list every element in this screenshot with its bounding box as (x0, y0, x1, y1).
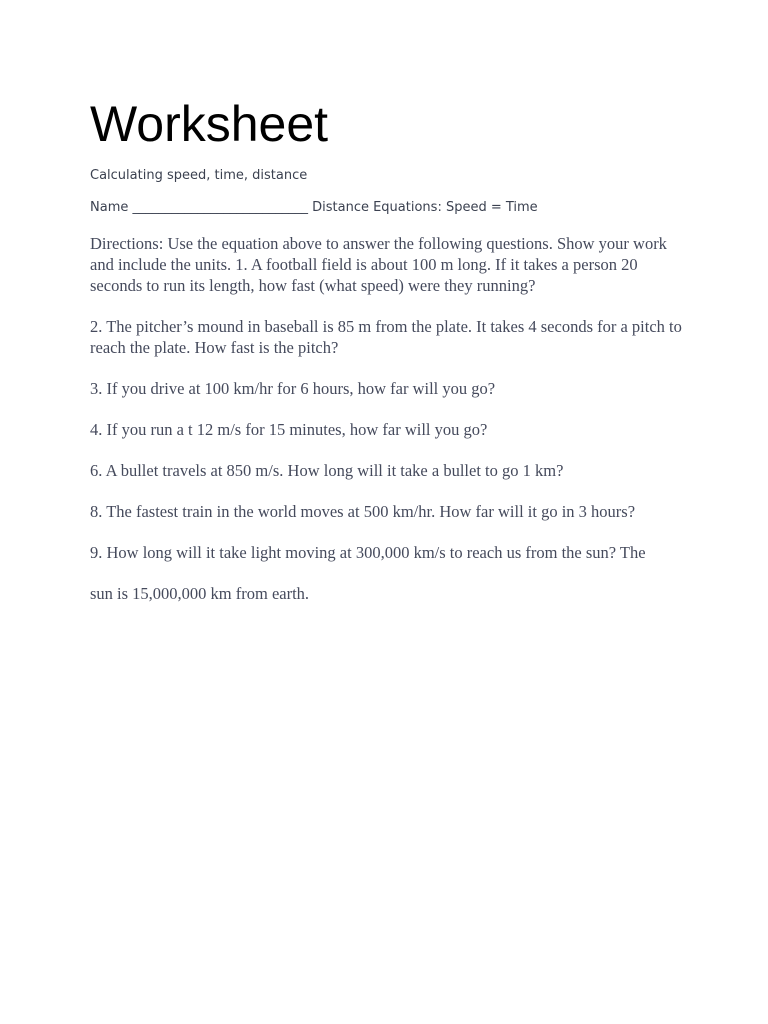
questions-body (90, 233, 690, 624)
question-9-continuation: sun is 15,000,000 km from earth. (90, 584, 310, 603)
question-9: 9. How long will it take light moving at 300,000 km/s to reach us from the sun? The (90, 543, 646, 562)
page-title: Worksheet (90, 96, 329, 152)
worksheet-subtitle: Calculating speed, time, distance (90, 168, 308, 183)
directions-paragraph: Directions: Use the equation above to answer the following questions. Show your work and include the units. 1. A football field is about 100 m long. If it takes a person 20 seconds to run its length, how fast (what speed) were they running? (90, 234, 667, 295)
question-3: 3. If you drive at 100 km/hr for 6 hours, how far will you go? (90, 379, 496, 398)
name-and-equation-line: Name ___________________________ Distance Equations: Speed = Time (90, 200, 538, 215)
question-4: 4. If you run a t 12 m/s for 15 minutes, how far will you go? (90, 420, 488, 439)
question-8: 8. The fastest train in the world moves at 500 km/hr. How far will it go in 3 hours? (90, 502, 636, 521)
question-2: 2. The pitcher’s mound in baseball is 85 m from the plate. It takes 4 seconds for a pitch to reach the plate. How fast is the pitch? (90, 317, 682, 357)
question-6: 6. A bullet travels at 850 m/s. How long will it take a bullet to go 1 km? (90, 461, 564, 480)
